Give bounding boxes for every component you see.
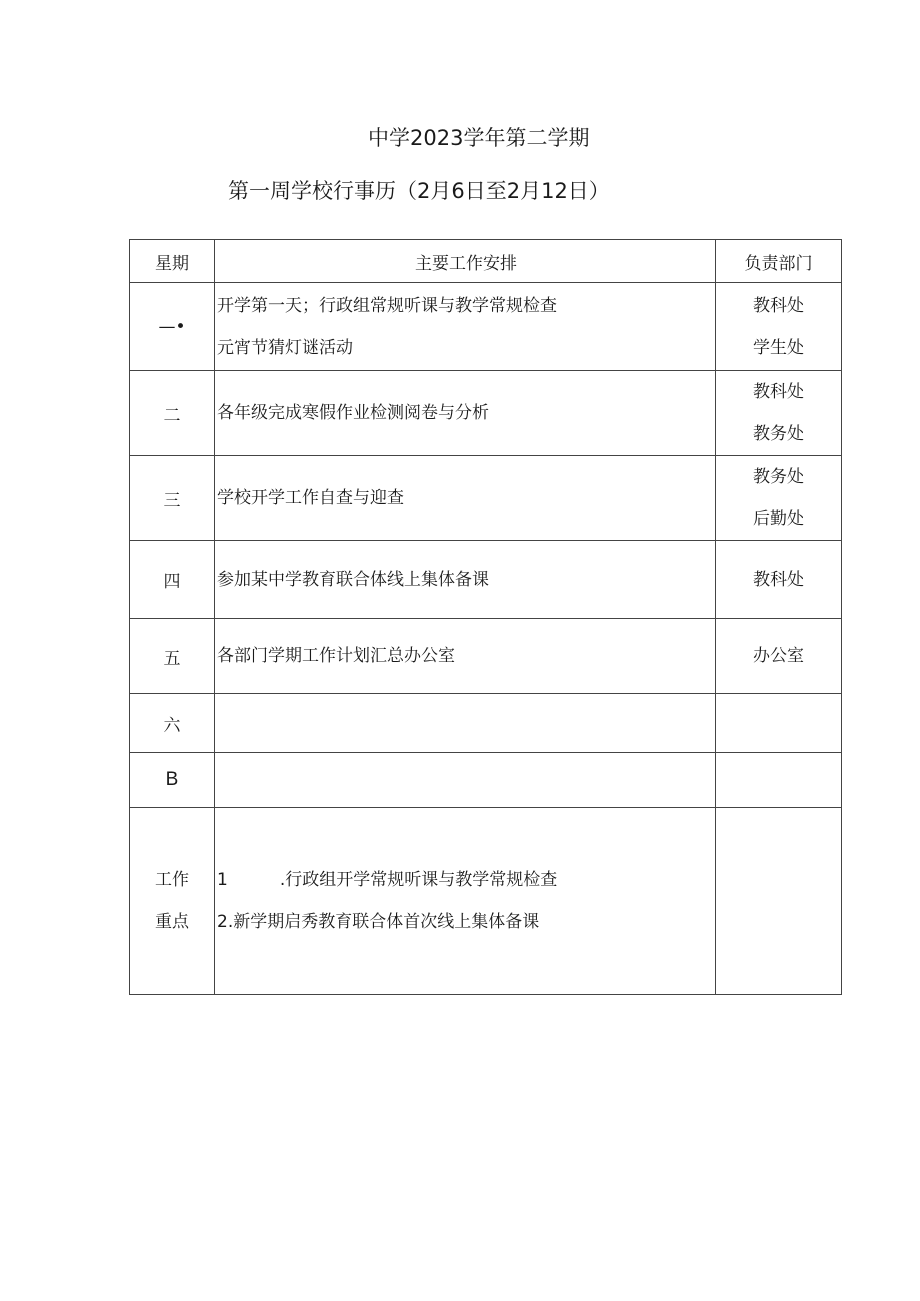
dept-line: 教科处	[753, 382, 804, 402]
task-cell	[215, 541, 716, 619]
table-row	[130, 541, 842, 619]
table-row	[130, 371, 842, 456]
task-cell	[215, 753, 716, 808]
task-cell	[215, 694, 716, 753]
task-cell	[215, 371, 716, 456]
schedule-table	[129, 239, 842, 995]
table-row	[130, 753, 842, 808]
focus-row	[130, 808, 842, 995]
task-line: 各年级完成寒假作业检测阅卷与分析	[217, 403, 489, 423]
header-dept: 负责部门	[716, 240, 842, 283]
dept-cell	[716, 371, 842, 456]
task-line: 学校开学工作自查与迎查	[217, 488, 404, 508]
day-cell: —•	[130, 283, 215, 371]
header-tasks: 主要工作安排	[215, 240, 716, 283]
dept-line: 教务处	[753, 467, 804, 487]
day-cell: 三	[130, 456, 215, 541]
dept-cell	[716, 753, 842, 808]
focus-content-cell	[215, 808, 716, 995]
task-cell	[215, 456, 716, 541]
dept-cell	[716, 694, 842, 753]
dept-cell	[716, 619, 842, 694]
dept-line: 教科处	[753, 295, 804, 316]
task-line: 参加某中学教育联合体线上集体备课	[217, 569, 489, 590]
dept-line: 教务处	[753, 424, 804, 444]
task-line: 开学第一天；行政组常规听课与教学常规检查	[217, 295, 557, 316]
day-cell: 六	[130, 694, 215, 753]
focus-dept-cell	[716, 808, 842, 995]
dept-line: 办公室	[753, 646, 804, 666]
dept-line: 后勤处	[753, 509, 804, 529]
focus-item-1	[217, 859, 715, 901]
focus-label-line: 重点	[155, 912, 189, 932]
task-line: 各部门学期工作计划汇总办公室	[217, 646, 455, 666]
focus-label-line: 工作	[155, 870, 189, 890]
task-cell	[215, 283, 716, 371]
title-line-2: 第一周学校行事历（2月6日至2月12日）	[228, 179, 610, 203]
focus-item-1-number: 1	[217, 870, 228, 890]
dept-line: 学生处	[753, 337, 804, 358]
header-day: 星期	[130, 240, 215, 283]
header-row	[130, 240, 842, 283]
title-line-1: 中学2023学年第二学期	[368, 126, 590, 150]
day-cell: 四	[130, 541, 215, 619]
table-row	[130, 619, 842, 694]
day-cell: 五	[130, 619, 215, 694]
task-cell	[215, 619, 716, 694]
table-row	[130, 694, 842, 753]
dept-cell	[716, 456, 842, 541]
dept-cell	[716, 283, 842, 371]
focus-item-1-text: .行政组开学常规听课与教学常规检查	[279, 870, 558, 890]
day-cell: B	[130, 753, 215, 808]
dept-cell	[716, 541, 842, 619]
focus-item-2: 2.新学期启秀教育联合体首次线上集体备课	[217, 912, 540, 932]
table-row	[130, 456, 842, 541]
focus-label-cell	[130, 808, 215, 995]
dept-line: 教科处	[753, 569, 804, 590]
day-cell: 二	[130, 371, 215, 456]
table-row	[130, 283, 842, 371]
task-line: 元宵节猜灯谜活动	[217, 337, 353, 358]
